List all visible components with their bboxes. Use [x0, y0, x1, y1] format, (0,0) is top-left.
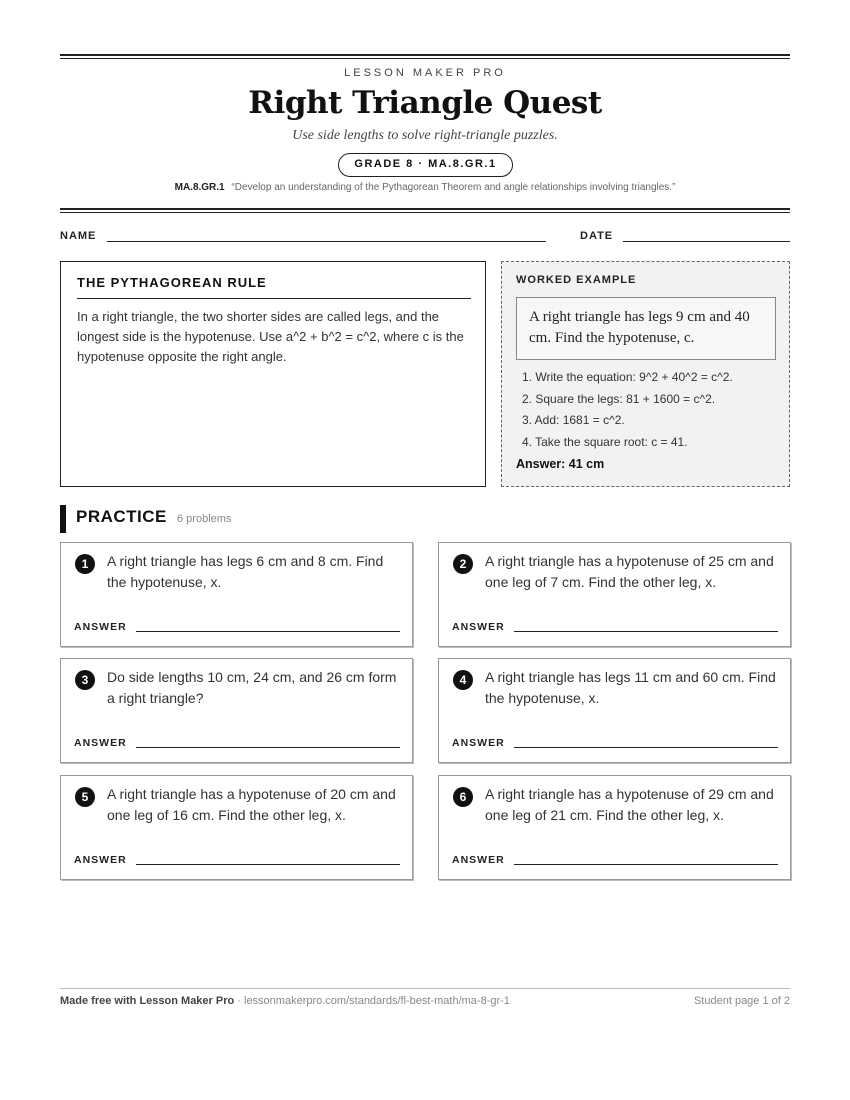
problem-card-4	[438, 658, 791, 763]
footer-url[interactable]: · lessonmakerpro.com/standards/fl-best-math/ma-8-gr-1	[234, 995, 510, 1007]
rule-body: In a right triangle, the two shorter sides are called legs, and the longest side is the hypotenuse. Use a^2 + b^2 = c^2, where c is the hypotenuse opposite the right angle.	[77, 309, 464, 364]
example-step: 4. Take the square root: c = 41.	[522, 434, 688, 449]
pythagorean-rule-box	[60, 261, 486, 487]
answer-label: ANSWER	[452, 854, 505, 866]
example-step: 2. Square the legs: 81 + 1600 = c^2.	[522, 391, 716, 406]
standard-code: MA.8.GR.1	[174, 182, 225, 193]
header-top-rule	[60, 54, 790, 59]
name-label: NAME	[60, 230, 97, 242]
date-line[interactable]	[623, 241, 790, 242]
footer-made-with: Made free with Lesson Maker Pro	[60, 995, 235, 1007]
answer-line[interactable]	[514, 747, 778, 748]
brand-name: LESSON MAKER PRO	[344, 67, 506, 79]
answer-line[interactable]	[136, 631, 400, 632]
example-step: 1. Write the equation: 9^2 + 40^2 = c^2.	[522, 370, 733, 384]
answer-line[interactable]	[514, 631, 778, 632]
problem-text: A right triangle has a hypotenuse of 25 cm and one leg of 7 cm. Find the other leg, x.	[485, 553, 774, 590]
answer-line[interactable]	[514, 864, 778, 865]
standard-line	[60, 182, 790, 193]
answer-label: ANSWER	[74, 621, 127, 633]
problem-number: 2	[453, 554, 473, 574]
problem-text: A right triangle has legs 6 cm and 8 cm. Find the hypotenuse, x.	[107, 553, 384, 590]
problem-card-1	[60, 542, 413, 647]
worksheet-subtitle: Use side lengths to solve right-triangle puzzles.	[292, 128, 558, 143]
example-step: 3. Add: 1681 = c^2.	[522, 413, 625, 427]
problem-text: Do side lengths 10 cm, 24 cm, and 26 cm form a right triangle?	[107, 669, 397, 706]
example-steps	[522, 367, 787, 453]
problem-text: A right triangle has a hypotenuse of 20 cm and one leg of 16 cm. Find the other leg, x.	[107, 786, 396, 823]
footer-credit	[60, 995, 510, 1007]
grade-badge: GRADE 8 · MA.8.GR.1	[338, 153, 513, 177]
problem-text: A right triangle has a hypotenuse of 29 cm and one leg of 21 cm. Find the other leg, x.	[485, 786, 774, 823]
footer-rule	[60, 988, 790, 989]
answer-label: ANSWER	[74, 737, 127, 749]
practice-title: PRACTICE	[76, 507, 167, 526]
header-bottom-rule	[60, 208, 790, 213]
example-problem: A right triangle has legs 9 cm and 40 cm. Find the hypotenuse, c.	[516, 297, 776, 360]
footer-page-number: Student page 1 of 2	[693, 995, 790, 1007]
problem-number: 1	[75, 554, 95, 574]
problem-text: A right triangle has legs 11 cm and 60 cm. Find the hypotenuse, x.	[485, 669, 776, 706]
problem-number: 3	[75, 670, 95, 690]
worked-example-box	[501, 261, 790, 487]
worksheet-page	[60, 0, 790, 1100]
problem-number: 5	[75, 787, 95, 807]
worksheet-title: Right Triangle Quest	[248, 85, 602, 121]
answer-label: ANSWER	[452, 737, 505, 749]
problem-card-6	[438, 775, 791, 880]
example-heading: WORKED EXAMPLE	[516, 274, 637, 286]
practice-count: 6 problems	[177, 513, 232, 525]
problem-number: 4	[453, 670, 473, 690]
rule-heading: THE PYTHAGOREAN RULE	[77, 275, 471, 299]
problem-card-3	[60, 658, 413, 763]
answer-line[interactable]	[136, 747, 400, 748]
practice-accent-bar	[60, 505, 66, 533]
answer-label: ANSWER	[452, 621, 505, 633]
name-line[interactable]	[107, 241, 546, 242]
answer-label: ANSWER	[74, 854, 127, 866]
problem-card-2	[438, 542, 791, 647]
standard-description: “Develop an understanding of the Pythagorean Theorem and angle relationships involving triangles.”	[231, 182, 676, 193]
answer-line[interactable]	[136, 864, 400, 865]
date-label: DATE	[580, 230, 614, 242]
problem-number: 6	[453, 787, 473, 807]
example-answer: Answer: 41 cm	[516, 457, 605, 471]
problem-card-5	[60, 775, 413, 880]
